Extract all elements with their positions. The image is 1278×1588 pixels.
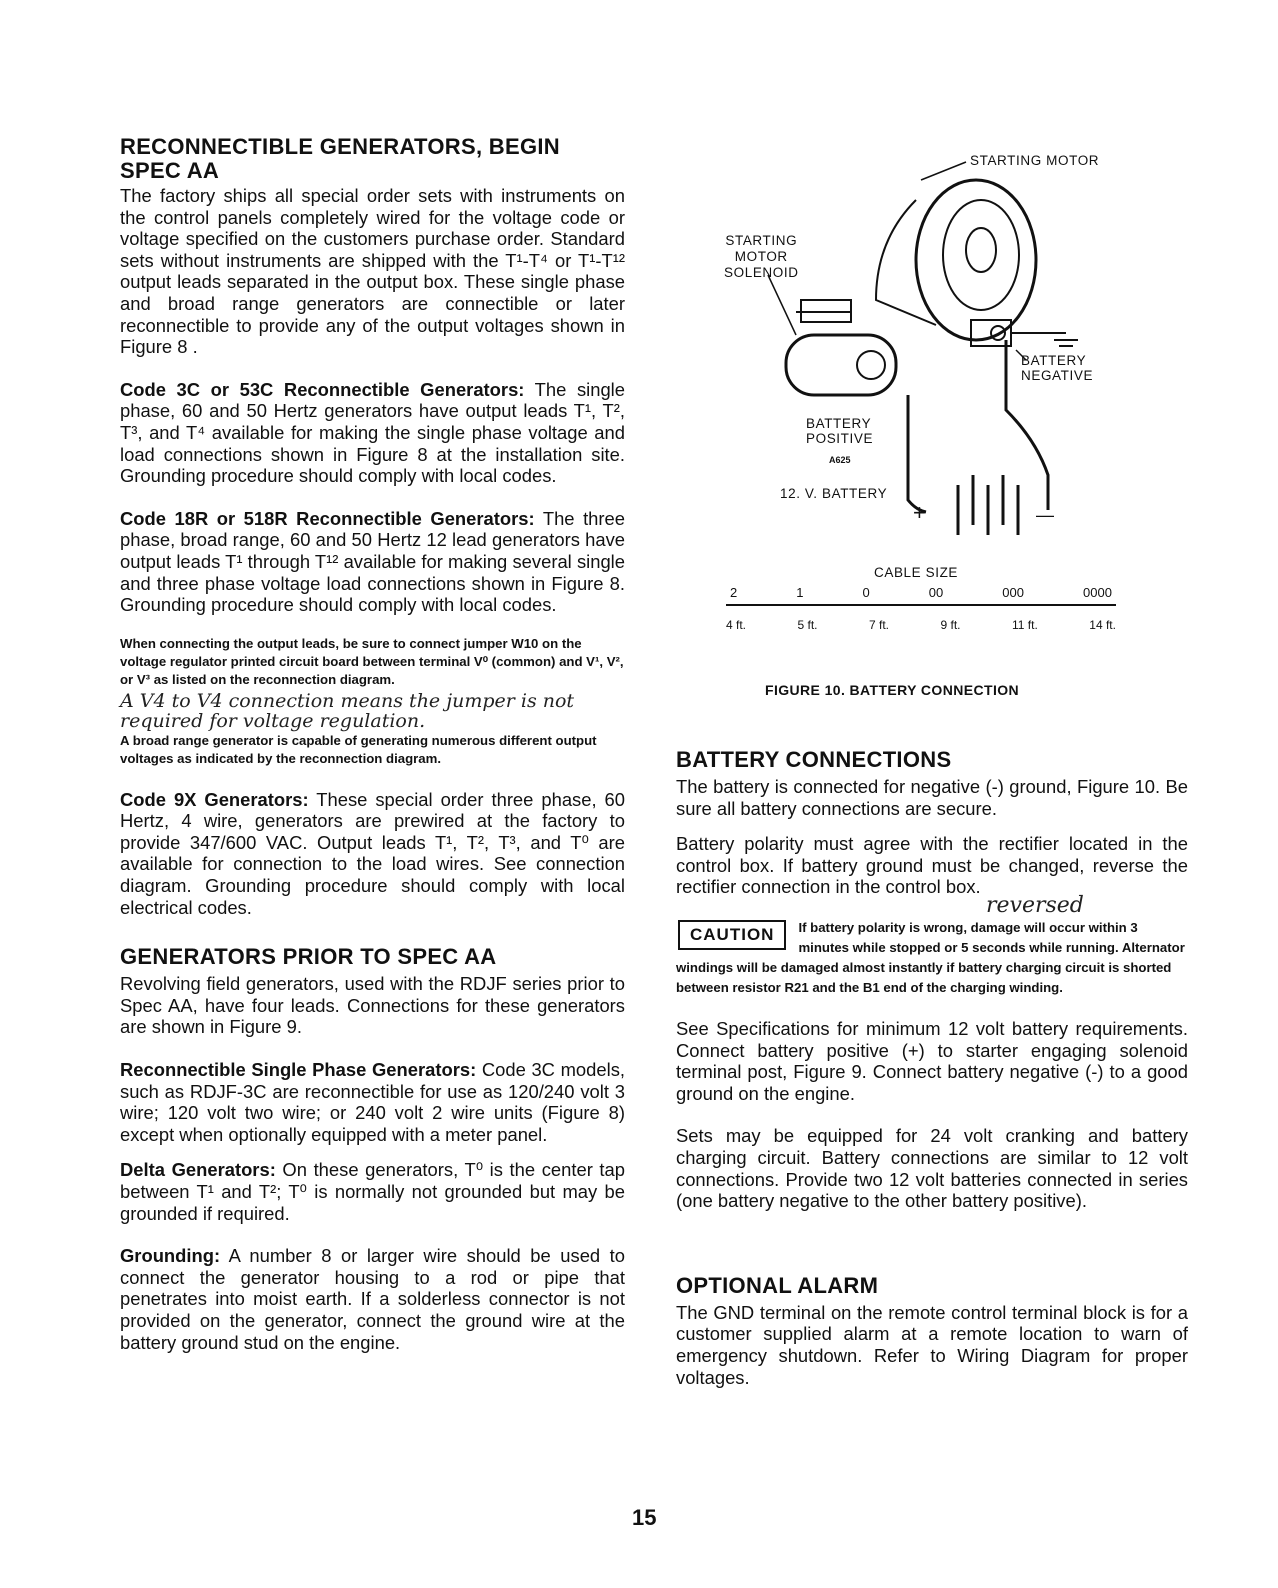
cable-size: 0 [862, 585, 870, 600]
figure-battery-connection [676, 140, 1188, 710]
heading-prior-spec-aa: GENERATORS PRIOR TO SPEC AA [120, 944, 497, 970]
code-9x-heading: Code 9X Generators: [120, 788, 309, 810]
code-3c-body: The single phase, 60 and 50 Hertz generators have output leads T¹, T², T³, and T⁴ available for making the single phase voltage and load connections shown in Figure 8 at the installation site. Grounding procedure should comply with local codes. [120, 378, 625, 487]
paragraph-single-phase [120, 1059, 625, 1145]
caution-block [676, 918, 1188, 998]
cable-size: 2 [730, 585, 738, 600]
label-solenoid-line2: MOTOR [734, 249, 788, 264]
cable-size-title: CABLE SIZE [874, 565, 959, 580]
right-column [676, 748, 1188, 1388]
cable-sizes-row [726, 585, 1116, 606]
single-phase-heading: Reconnectible Single Phase Generators: [120, 1059, 477, 1081]
label-starting-motor: STARTING MOTOR [970, 153, 1100, 168]
paragraph-code-3c [120, 379, 625, 487]
left-column [120, 135, 625, 1353]
heading-optional-alarm: OPTIONAL ALARM [676, 1272, 879, 1298]
heading-reconnectible: RECONNECTIBLE GENERATORS, BEGIN SPEC AA [120, 134, 560, 183]
cable-length: 11 ft. [1012, 618, 1038, 632]
battery-plus-sign: + [913, 500, 926, 525]
delta-body: On these generators, T⁰ is the center tap between T¹ and T²; T⁰ is normally not grounded but may be grounded if required. [120, 1159, 625, 1224]
code-18r-heading: Code 18R or 518R Reconnectible Generators: [120, 507, 535, 529]
note-jumper: When connecting the output leads, be sure to connect jumper W10 on the voltage regulator printed circuit board between terminal V⁰ (common) and V¹, V², or V³ as listed on the reconnection diagram. [120, 635, 624, 687]
grounding-heading: Grounding: [120, 1245, 221, 1267]
paragraph-revolving-field: Revolving field generators, used with the RDJF series prior to Spec AA, have four leads. Connections for these generators are shown in Figure 9. [120, 973, 625, 1038]
caution-text: If battery polarity is wrong, damage will occur within 3 minutes while stopped or 5 seconds while running. Alternator windings will be damaged almost instantly if battery charging circuit is shorted between resistor R21 and the B1 end of the charging winding. [676, 919, 1185, 995]
label-battery-negative-line1: BATTERY [1021, 353, 1087, 368]
cable-length: 14 ft. [1089, 618, 1116, 632]
label-battery-positive-line2: POSITIVE [806, 431, 874, 446]
label-battery-positive-line1: BATTERY [806, 416, 872, 431]
delta-heading: Delta Generators: [120, 1159, 276, 1181]
heading-battery-connections: BATTERY CONNECTIONS [676, 747, 952, 772]
label-battery-positive [806, 416, 873, 446]
cable-length: 4 ft. [726, 618, 747, 632]
caution-badge: CAUTION [678, 920, 786, 950]
page-number: 15 [632, 1505, 657, 1530]
label-solenoid-line3: SOLENOID [724, 265, 799, 280]
handwritten-reversed: reversed [986, 892, 1084, 918]
cable-length: 5 ft. [797, 618, 818, 632]
cable-size: 000 [1002, 585, 1024, 600]
paragraph-code-18r [120, 508, 625, 616]
paragraph-optional-alarm: The GND terminal on the remote control terminal block is for a customer supplied alarm at a remote location to warn of emergency shutdown. Refer to Wiring Diagram for proper voltages. [676, 1301, 1188, 1388]
paragraph-grounding [120, 1245, 625, 1353]
paragraph-battery-polarity: Battery polarity must agree with the rectifier located in the control box. If battery ground must be changed, reverse the rectifier connection in the control box. [676, 833, 1188, 898]
cable-length: 9 ft. [940, 618, 961, 632]
label-battery: 12. V. BATTERY [780, 486, 888, 501]
paragraph-24-volt: Sets may be equipped for 24 volt cranking and battery charging circuit. Battery connections are similar to 12 volt connections. Provide two 12 volt batteries connected in series (one battery negative to the other battery positive). [676, 1125, 1188, 1212]
label-solenoid [724, 233, 799, 281]
grounding-body: A number 8 or larger wire should be used to connect the generator housing to a rod or pipe that penetrates into moist earth. If a solderless connector is not provided on the generator, connect the ground wire at the battery ground stud on the engine. [120, 1245, 625, 1353]
label-battery-negative [1021, 353, 1093, 383]
single-phase-body: Code 3C models, such as RDJF-3C are reconnectible for use as 120/240 volt 3 wire; 120 volt two wire; or 240 volt 2 wire units (Figure 8) except when optionally equipped with a meter panel. [120, 1059, 625, 1145]
figure-code: A625 [829, 455, 851, 465]
paragraph-factory-ships: The factory ships all special order sets with instruments on the control panels completely wired for the voltage code or voltage specified on the customers purchase order. Standard sets without instruments are shipped with the T¹-T⁴ or T¹-T¹² output leads separated in the output box. These single phase and broad range generators are connectible or later reconnectible to provide any of the output voltages shown in Figure 8 . [120, 185, 625, 358]
code-18r-body: The three phase, broad range, 60 and 50 Hertz 12 lead generators have output leads T¹ through T¹² available for making several single and three phase voltage load connections shown in Figure 8. Grounding procedure should comply with local codes. [120, 507, 625, 616]
cable-size: 00 [928, 585, 944, 600]
handwritten-note: A V4 to V4 connection means the jumper is not required for voltage regulation. [120, 689, 575, 732]
paragraph-code-9x [120, 789, 625, 919]
code-9x-body: These special order three phase, 60 Hertz, 4 wire, generators are prewired at the factory to provide 347/600 VAC. Output leads T¹, T², T³, and T⁰ are available for connection to the load wires. See connection diagram. Grounding procedure should comply with local electrical codes. [120, 788, 625, 918]
paragraph-delta [120, 1159, 625, 1224]
cable-size: 1 [796, 585, 804, 600]
solenoid-shape [786, 335, 896, 395]
paragraph-specifications: See Specifications for minimum 12 volt battery requirements. Connect battery positive (+) to starter engaging solenoid terminal post, Figure 9. Connect battery negative (-) to a good ground on the engine. [676, 1017, 1188, 1104]
cable-size-table [726, 585, 1116, 632]
figure-caption: FIGURE 10. BATTERY CONNECTION [765, 682, 1020, 698]
cable-size: 0000 [1083, 585, 1112, 600]
cable-length: 7 ft. [869, 618, 890, 632]
label-battery-negative-line2: NEGATIVE [1021, 368, 1094, 383]
battery-minus-sign: — [1036, 505, 1054, 525]
battery-diagram [676, 140, 1188, 540]
code-3c-heading: Code 3C or 53C Reconnectible Generators: [120, 378, 525, 400]
note-broad-range: A broad range generator is capable of generating numerous different output voltages as indicated by the reconnection diagram. [120, 732, 597, 766]
paragraph-battery-ground: The battery is connected for negative (-) ground, Figure 10. Be sure all battery connections are secure. [676, 776, 1188, 819]
cable-lengths-row [726, 606, 1116, 632]
label-solenoid-line1: STARTING [725, 233, 798, 248]
